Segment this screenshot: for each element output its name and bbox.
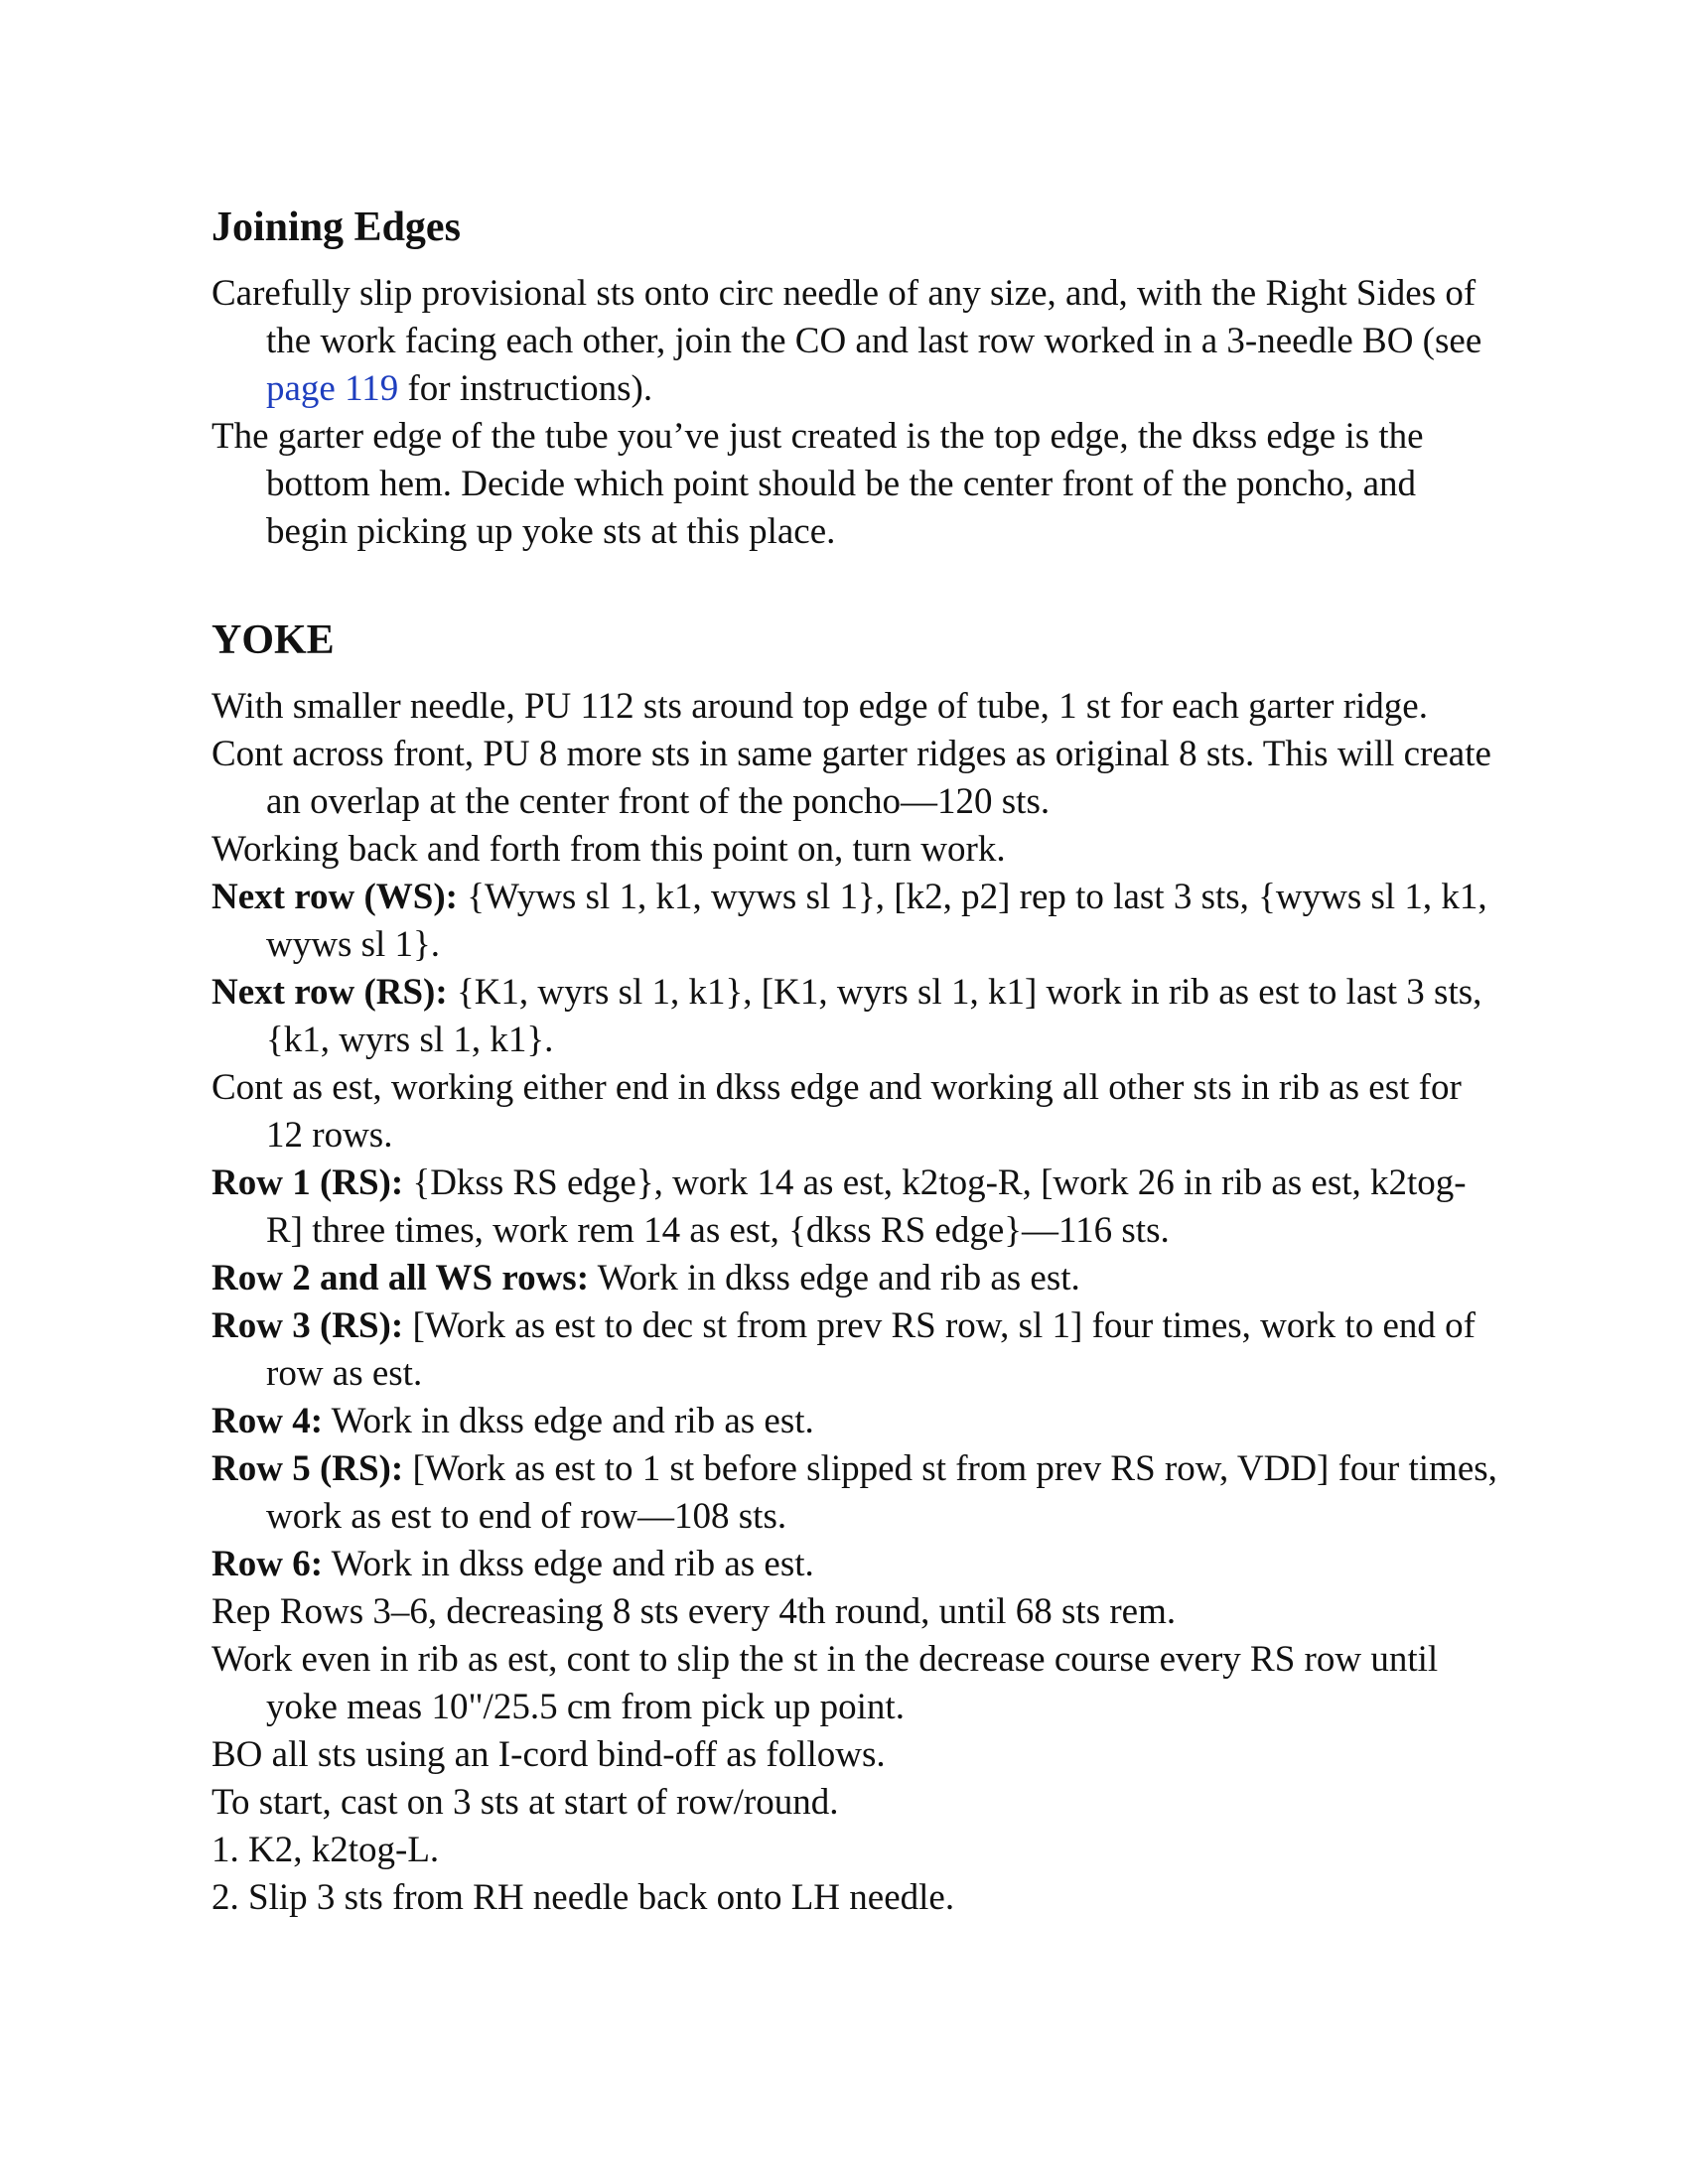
yoke-instruction-line bbox=[211, 1398, 1502, 1445]
yoke-instruction-line bbox=[211, 683, 1502, 731]
yoke-instruction-line bbox=[211, 1064, 1502, 1160]
instruction-label: Row 6: bbox=[211, 1544, 324, 1584]
yoke-instruction-line bbox=[211, 874, 1502, 969]
instruction-text: With smaller needle, PU 112 sts around top edge of tube, 1 st for each garter ridge. bbox=[211, 686, 1428, 727]
paragraph-joining-1-text-before: Carefully slip provisional sts onto circ needle of any size, and, with the Right Sides of the work facing each other, join the CO and last row worked in a 3-needle BO (see bbox=[211, 273, 1482, 361]
heading-yoke: YOKE bbox=[211, 617, 335, 663]
yoke-instruction-line bbox=[211, 731, 1502, 826]
instruction-text: Cont across front, PU 8 more sts in same garter ridges as original 8 sts. This will create an overlap at the center front of the poncho—120 sts. bbox=[211, 734, 1491, 822]
instruction-label: Next row (RS): bbox=[211, 972, 448, 1013]
instruction-text: Work even in rib as est, cont to slip the st in the decrease course every RS row until yoke meas 10"/25.5 cm from pick up point. bbox=[211, 1639, 1439, 1727]
instruction-label: Row 4: bbox=[211, 1401, 324, 1441]
section-joining-edges bbox=[211, 199, 1502, 556]
instruction-text: {K1, wyrs sl 1, k1}, [K1, wyrs sl 1, k1] work in rib as est to last 3 sts, {k1, wyrs sl 1, k1}. bbox=[266, 972, 1482, 1060]
yoke-instruction-line bbox=[211, 1779, 1502, 1827]
instruction-label: Next row (WS): bbox=[211, 877, 458, 917]
paragraph-joining-2: The garter edge of the tube you’ve just created is the top edge, the dkss edge is the bottom hem. Decide which point should be the center front of the poncho, and begin picking up yoke sts at this place. bbox=[211, 416, 1424, 552]
yoke-instruction-line bbox=[211, 1827, 1502, 1874]
yoke-instruction-line bbox=[211, 1445, 1502, 1541]
instruction-label: Row 3 (RS): bbox=[211, 1305, 404, 1346]
yoke-instruction-line bbox=[211, 1588, 1502, 1636]
instruction-text: [Work as est to dec st from prev RS row, sl 1] four times, work to end of row as est. bbox=[266, 1305, 1476, 1394]
instruction-text: [Work as est to 1 st before slipped st from prev RS row, VDD] four times, work as est to end of row—108 sts. bbox=[266, 1448, 1497, 1537]
paragraph-joining-1 bbox=[211, 270, 1502, 413]
section-yoke bbox=[211, 612, 1502, 1922]
instruction-text: Cont as est, working either end in dkss edge and working all other sts in rib as est for 12 rows. bbox=[211, 1067, 1462, 1156]
instruction-text: 2. Slip 3 sts from RH needle back onto LH needle. bbox=[211, 1877, 955, 1918]
paragraph-joining-1-text-after: for instructions). bbox=[398, 368, 653, 409]
document-page bbox=[211, 199, 1502, 1922]
instruction-text: 1. K2, k2tog-L. bbox=[211, 1830, 440, 1870]
yoke-instruction-line bbox=[211, 1302, 1502, 1398]
instruction-text: {Dkss RS edge}, work 14 as est, k2tog-R, [work 26 in rib as est, k2tog-R] three times, work rem 14 as est, {dkss RS edge}—116 sts. bbox=[266, 1162, 1467, 1251]
yoke-instruction-line bbox=[211, 1636, 1502, 1731]
instruction-text: Work in dkss edge and rib as est. bbox=[323, 1544, 814, 1584]
heading-joining-edges: Joining Edges bbox=[211, 205, 461, 250]
yoke-instruction-line bbox=[211, 1255, 1502, 1302]
yoke-instruction-line bbox=[211, 969, 1502, 1064]
instruction-text: To start, cast on 3 sts at start of row/round. bbox=[211, 1782, 839, 1823]
instruction-label: Row 2 and all WS rows: bbox=[211, 1258, 590, 1298]
yoke-instruction-line bbox=[211, 1541, 1502, 1588]
yoke-instruction-line bbox=[211, 826, 1502, 874]
page-119-link[interactable]: page 119 bbox=[266, 368, 399, 409]
instruction-text: Work in dkss edge and rib as est. bbox=[589, 1258, 1080, 1298]
instruction-label: Row 5 (RS): bbox=[211, 1448, 404, 1489]
instruction-label: Row 1 (RS): bbox=[211, 1162, 404, 1203]
instruction-text: Rep Rows 3–6, decreasing 8 sts every 4th round, until 68 sts rem. bbox=[211, 1591, 1177, 1632]
yoke-instructions bbox=[211, 683, 1502, 1922]
yoke-instruction-line bbox=[211, 1160, 1502, 1255]
yoke-instruction-line bbox=[211, 1731, 1502, 1779]
yoke-instruction-line bbox=[211, 1874, 1502, 1922]
instruction-text: BO all sts using an I-cord bind-off as follows. bbox=[211, 1734, 886, 1775]
instruction-text: Working back and forth from this point on, turn work. bbox=[211, 829, 1006, 870]
instruction-text: {Wyws sl 1, k1, wyws sl 1}, [k2, p2] rep to last 3 sts, {wyws sl 1, k1, wyws sl 1}. bbox=[266, 877, 1487, 965]
instruction-text: Work in dkss edge and rib as est. bbox=[323, 1401, 814, 1441]
